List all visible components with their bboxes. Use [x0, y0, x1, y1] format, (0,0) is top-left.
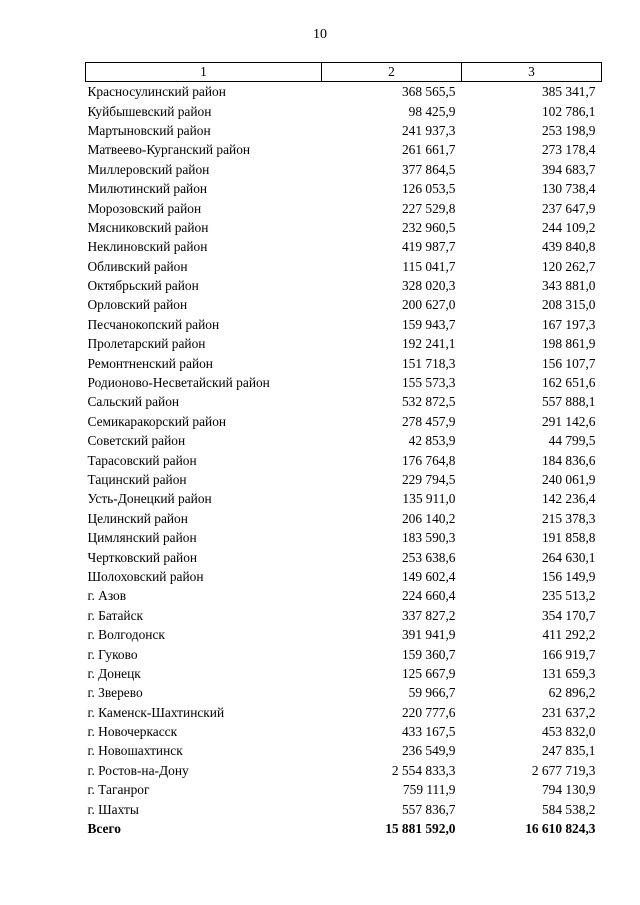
row-name: г. Батайск	[87, 607, 144, 623]
row-value-col2: 42 853,9	[408, 433, 456, 449]
row-name: г. Новошахтинск	[87, 743, 183, 759]
row-value-col3: 162 651,6	[541, 375, 596, 391]
row-value-col2: 328 020,3	[401, 278, 456, 294]
row-name: Миллеровский район	[87, 161, 210, 177]
row-value-col2: 377 864,5	[401, 161, 456, 177]
row-name: г. Новочеркасск	[87, 724, 178, 740]
budget-table-container	[85, 62, 601, 838]
row-value-col2: 236 549,9	[401, 743, 456, 759]
row-value-col3: 385 341,7	[541, 84, 596, 100]
row-value-col3: 453 832,0	[541, 724, 596, 740]
table-row	[86, 625, 602, 644]
table-row	[86, 528, 602, 547]
table-row	[86, 392, 602, 411]
row-value-col3: 2 677 719,3	[531, 762, 596, 778]
row-name: Пролетарский район	[87, 336, 206, 352]
row-name: Куйбышевский район	[87, 103, 212, 119]
budget-table	[85, 62, 602, 838]
row-value-col3: 411 292,2	[542, 627, 596, 643]
table-row	[86, 644, 602, 663]
table-row	[86, 82, 602, 102]
row-value-col3: 343 881,0	[541, 278, 596, 294]
row-name: г. Таганрог	[87, 782, 150, 798]
table-row	[86, 509, 602, 528]
column-header-1: 1	[86, 63, 322, 82]
table-row	[86, 586, 602, 605]
row-value-col2: 2 554 833,3	[391, 762, 456, 778]
row-value-col2: 253 638,6	[401, 549, 456, 565]
row-value-col3: 208 315,0	[541, 297, 596, 313]
row-name: г. Ростов-на-Дону	[87, 762, 189, 778]
row-name: г. Донецк	[87, 665, 141, 681]
row-value-col2: 59 966,7	[408, 685, 456, 701]
row-value-col3: 184 836,6	[541, 452, 596, 468]
table-row	[86, 373, 602, 392]
row-name: Цимлянский район	[87, 530, 197, 546]
row-name: Чертковский район	[87, 549, 198, 565]
row-value-col3: 354 170,7	[541, 607, 596, 623]
row-value-col2: 159 943,7	[401, 316, 456, 332]
row-value-col3: 156 149,9	[541, 568, 596, 584]
row-name: Семикаракорский район	[87, 413, 227, 429]
table-row	[86, 567, 602, 586]
row-value-col2: 149 602,4	[401, 568, 456, 584]
row-name: Советский район	[87, 433, 186, 449]
table-row	[86, 218, 602, 237]
row-name: Красносулинский район	[87, 84, 226, 100]
row-value-col3: 44 799,5	[548, 433, 596, 449]
row-value-col3: 240 061,9	[541, 472, 596, 487]
page-number: 10	[313, 27, 327, 42]
row-name: Мясниковский район	[87, 219, 209, 235]
row-value-col2: 224 660,4	[401, 588, 456, 604]
row-name: Целинский район	[87, 510, 188, 526]
row-value-col2: 135 911,0	[402, 491, 456, 507]
row-value-col2: 176 764,8	[401, 452, 456, 468]
row-name: Орловский район	[87, 297, 188, 313]
row-value-col3: 102 786,1	[541, 103, 596, 119]
table-row	[86, 121, 602, 140]
row-value-col3: 247 835,1	[541, 743, 596, 759]
row-name: Милютинский район	[87, 181, 208, 197]
row-value-col2: 229 794,5	[401, 472, 456, 487]
table-row	[86, 179, 602, 198]
row-value-col3: 253 198,9	[541, 122, 596, 138]
table-row	[86, 315, 602, 334]
row-value-col2: 557 836,7	[401, 801, 456, 817]
row-value-col2: 391 941,9	[401, 627, 456, 643]
row-value-col2: 125 667,9	[401, 665, 456, 681]
total-value-col2: 15 881 592,0	[385, 821, 456, 837]
row-value-col2: 206 140,2	[401, 510, 456, 526]
row-name: Морозовский район	[87, 200, 202, 216]
table-row	[86, 101, 602, 120]
table-row	[86, 547, 602, 566]
row-value-col3: 120 262,7	[541, 258, 596, 274]
total-value-col3: 16 610 824,3	[525, 821, 596, 837]
row-value-col3: 794 130,9	[541, 782, 596, 798]
row-name: г. Волгодонск	[87, 627, 165, 643]
table-body	[86, 82, 602, 839]
row-value-col3: 273 178,4	[541, 142, 596, 158]
row-value-col2: 126 053,5	[401, 181, 456, 197]
row-name: Песчанокопский район	[87, 316, 220, 332]
table-row	[86, 160, 602, 179]
row-value-col3: 191 858,8	[541, 530, 596, 546]
row-value-col3: 215 378,3	[541, 510, 596, 526]
row-value-col2: 278 457,9	[401, 413, 456, 429]
table-row	[86, 606, 602, 625]
row-value-col3: 130 738,4	[541, 181, 596, 197]
table-row	[86, 703, 602, 722]
table-row	[86, 295, 602, 314]
row-name: Родионово-Несветайский район	[87, 375, 270, 391]
row-value-col2: 368 565,5	[401, 84, 456, 100]
row-name: г. Азов	[87, 588, 127, 604]
row-name: г. Шахты	[87, 801, 139, 817]
row-value-col3: 291 142,6	[541, 413, 596, 429]
row-name: Тацинский район	[87, 472, 187, 487]
table-header-row	[86, 63, 602, 82]
row-value-col2: 759 111,9	[402, 782, 456, 798]
table-row	[86, 237, 602, 256]
table-row	[86, 431, 602, 450]
table-row	[86, 722, 602, 741]
row-name: Матвеево-Курганский район	[87, 142, 251, 158]
table-row	[86, 761, 602, 780]
row-value-col2: 227 529,8	[401, 200, 456, 216]
row-name: Шолоховский район	[87, 568, 204, 584]
row-value-col2: 155 573,3	[401, 375, 456, 391]
row-value-col3: 439 840,8	[541, 239, 596, 255]
row-value-col2: 151 718,3	[401, 355, 456, 371]
table-row	[86, 799, 602, 818]
row-value-col3: 156 107,7	[541, 355, 596, 371]
row-value-col2: 532 872,5	[401, 394, 456, 410]
table-row	[86, 334, 602, 353]
row-name: Обливский район	[87, 258, 188, 274]
row-value-col3: 237 647,9	[541, 200, 596, 216]
table-total-row	[86, 819, 602, 838]
row-value-col2: 200 627,0	[401, 297, 456, 313]
row-value-col2: 419 987,7	[401, 239, 456, 255]
table-row	[86, 353, 602, 372]
table-row	[86, 664, 602, 683]
total-label: Всего	[87, 821, 121, 837]
row-value-col3: 235 513,2	[541, 588, 596, 604]
column-header-3: 3	[462, 63, 602, 82]
row-value-col3: 584 538,2	[541, 801, 596, 817]
table-row	[86, 140, 602, 159]
row-value-col2: 98 425,9	[408, 103, 456, 119]
row-value-col2: 232 960,5	[401, 219, 456, 235]
row-value-col3: 394 683,7	[541, 161, 596, 177]
table-row	[86, 198, 602, 217]
row-value-col2: 261 661,7	[401, 142, 456, 158]
row-value-col2: 337 827,2	[401, 607, 456, 623]
row-value-col3: 142 236,4	[541, 491, 596, 507]
row-name: Тарасовский район	[87, 452, 197, 468]
table-row	[86, 683, 602, 702]
row-name: Усть-Донецкий район	[87, 491, 212, 507]
row-value-col3: 166 919,7	[541, 646, 596, 662]
row-value-col2: 192 241,1	[401, 336, 456, 352]
row-name: Ремонтненский район	[87, 355, 213, 371]
row-name: Неклиновский район	[87, 239, 208, 255]
row-value-col3: 244 109,2	[541, 219, 596, 235]
row-value-col2: 241 937,3	[401, 122, 456, 138]
row-name: Октябрьский район	[87, 278, 199, 294]
table-row	[86, 276, 602, 295]
table-row	[86, 470, 602, 489]
row-name: Сальский район	[87, 394, 180, 410]
row-name: г. Каменск-Шахтинский	[87, 704, 225, 720]
table-row	[86, 412, 602, 431]
row-value-col3: 231 637,2	[541, 704, 596, 720]
row-name: г. Зверево	[87, 685, 143, 701]
table-row	[86, 489, 602, 508]
row-value-col3: 557 888,1	[541, 394, 596, 410]
row-value-col2: 115 041,7	[402, 258, 456, 274]
row-name: Мартыновский район	[87, 122, 211, 138]
row-value-col3: 264 630,1	[541, 549, 596, 565]
row-value-col2: 220 777,6	[401, 704, 456, 720]
row-value-col3: 131 659,3	[541, 665, 596, 681]
row-value-col2: 183 590,3	[401, 530, 456, 546]
row-value-col2: 433 167,5	[401, 724, 456, 740]
row-value-col3: 198 861,9	[541, 336, 596, 352]
column-header-2: 2	[322, 63, 462, 82]
row-name: г. Гуково	[87, 646, 138, 662]
table-row	[86, 780, 602, 799]
row-value-col3: 62 896,2	[548, 685, 596, 701]
row-value-col3: 167 197,3	[541, 316, 596, 332]
row-value-col2: 159 360,7	[401, 646, 456, 662]
table-row	[86, 450, 602, 469]
table-row	[86, 741, 602, 760]
table-row	[86, 257, 602, 276]
